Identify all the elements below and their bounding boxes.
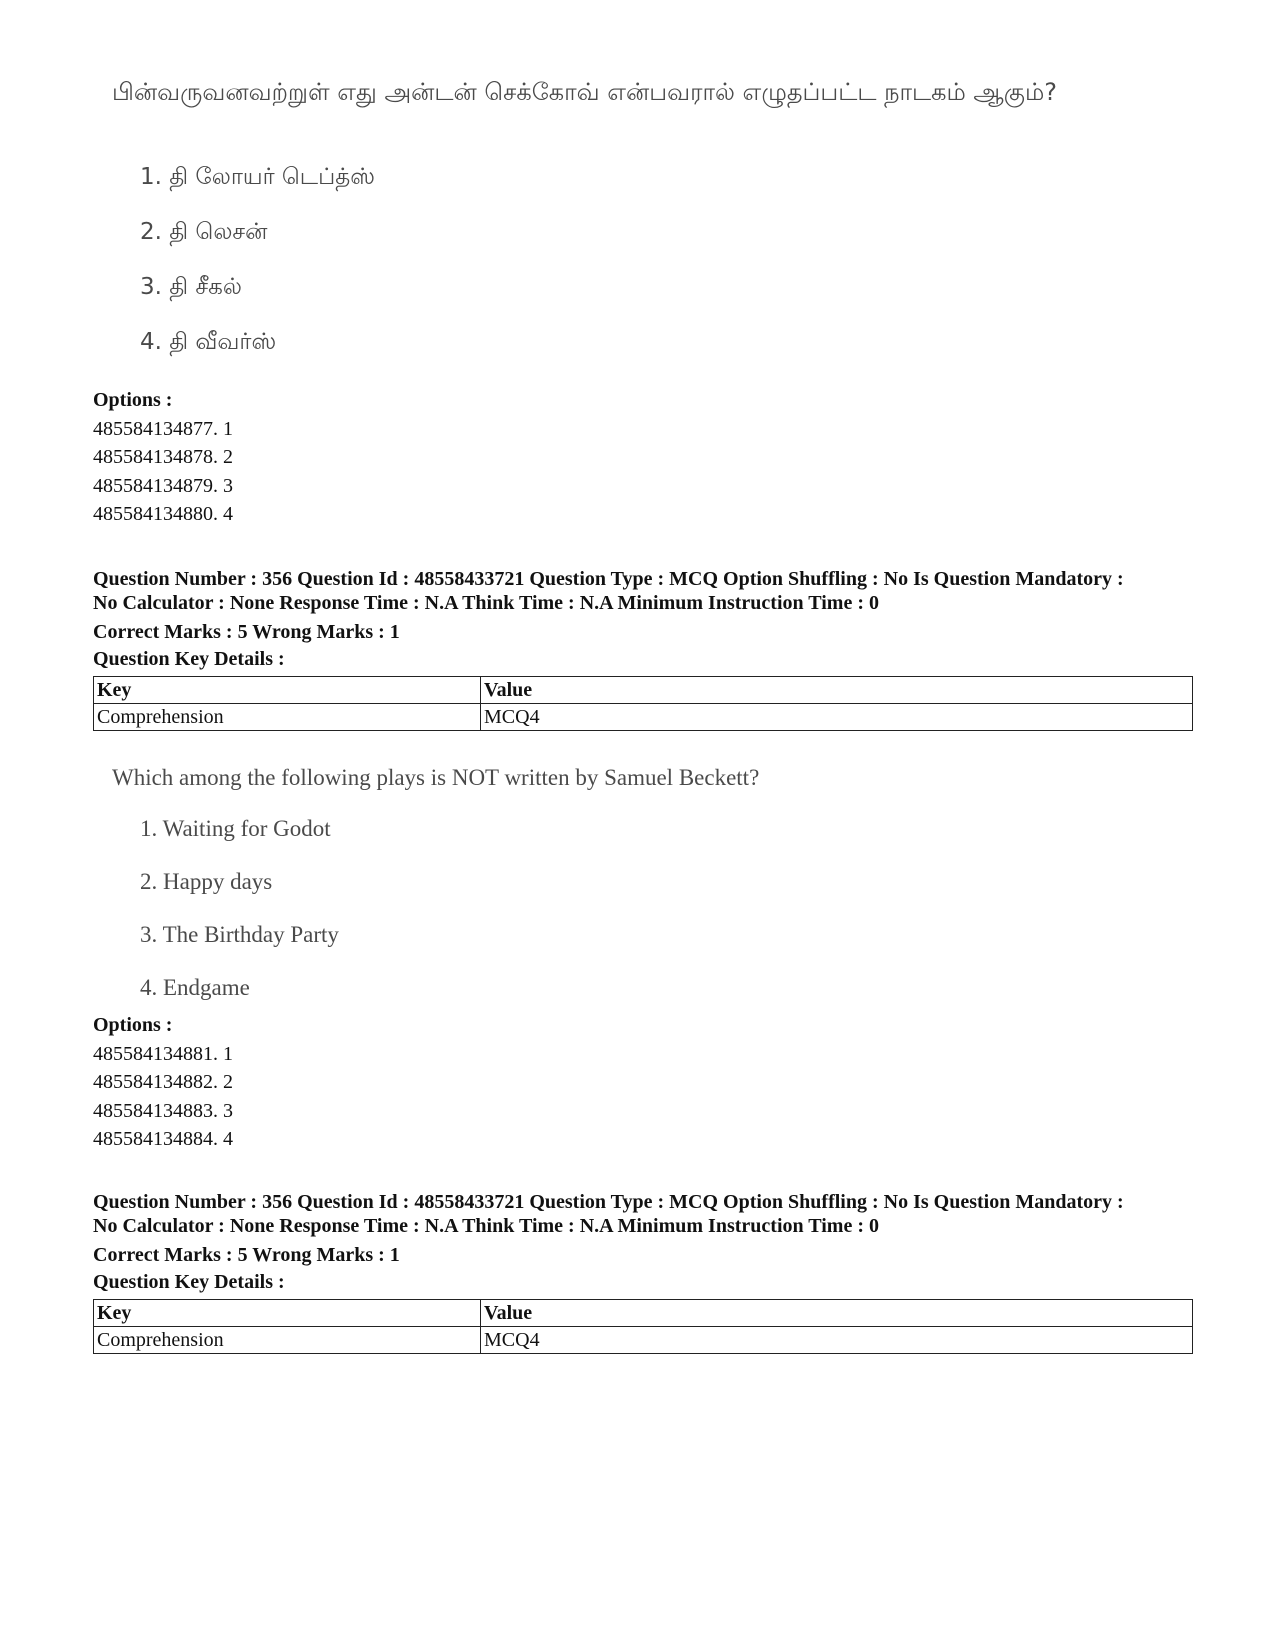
table-header-key: Key <box>94 1300 481 1327</box>
question-1-option-2: 2. தி லெசன் <box>140 219 268 245</box>
question-1-text: பின்வருவனவற்றுள் எது அன்டன் செக்கோவ் என்பவரால் எழுதப்பட்ட நாடகம் ஆகும்? <box>112 78 1058 106</box>
options-header: Options : <box>93 1014 173 1036</box>
key-details-header: Question Key Details : <box>93 648 285 670</box>
question-meta-line-1: Question Number : 356 Question Id : 48558433721 Question Type : MCQ Option Shuffling : No Is Question Mandatory : <box>93 1191 1124 1213</box>
table-row <box>94 1327 1193 1354</box>
question-2-option-3: 3. The Birthday Party <box>140 922 339 947</box>
option-id-line: 485584134881. 1 <box>93 1042 233 1065</box>
table-header-value: Value <box>481 1300 1193 1327</box>
marks-line: Correct Marks : 5 Wrong Marks : 1 <box>93 621 400 643</box>
question-2-option-4: 4. Endgame <box>140 975 250 1000</box>
option-id-line: 485584134880. 4 <box>93 503 233 525</box>
key-details-header: Question Key Details : <box>93 1271 285 1293</box>
question-2-option-1: 1. Waiting for Godot <box>140 816 331 841</box>
table-header-value: Value <box>481 677 1193 704</box>
question-meta-line-2: No Calculator : None Response Time : N.A Think Time : N.A Minimum Instruction Time : 0 <box>93 592 879 614</box>
question-meta-line-1: Question Number : 356 Question Id : 48558433721 Question Type : MCQ Option Shuffling : No Is Question Mandatory : <box>93 568 1124 590</box>
table-header-row <box>94 677 1193 704</box>
question-meta-2 <box>93 1190 1203 1354</box>
option-id-line: 485584134878. 2 <box>93 446 233 468</box>
table-header-key: Key <box>94 677 481 704</box>
key-value-table <box>93 1299 1193 1354</box>
question-1-options-block <box>93 386 233 529</box>
question-2-option-2: 2. Happy days <box>140 869 273 894</box>
question-meta-line-2: No Calculator : None Response Time : N.A Think Time : N.A Minimum Instruction Time : 0 <box>93 1215 879 1237</box>
table-cell-key: Comprehension <box>94 1327 481 1354</box>
marks-line: Correct Marks : 5 Wrong Marks : 1 <box>93 1244 400 1266</box>
question-2-text: Which among the following plays is NOT written by Samuel Beckett? <box>112 765 760 790</box>
option-id-line: 485584134884. 4 <box>93 1128 233 1150</box>
option-id-line: 485584134882. 2 <box>93 1071 233 1093</box>
question-2-image <box>112 763 1112 1000</box>
question-2-options-block <box>93 1011 233 1154</box>
question-1-option-3: 3. தி சீகல் <box>140 274 242 300</box>
table-cell-value: MCQ4 <box>481 704 1193 731</box>
option-id-line: 485584134879. 3 <box>93 474 233 497</box>
table-cell-key: Comprehension <box>94 704 481 731</box>
option-id-line: 485584134877. 1 <box>93 417 233 440</box>
question-1-option-1: 1. தி லோயர் டெப்த்ஸ் <box>140 164 375 190</box>
option-id-line: 485584134883. 3 <box>93 1099 233 1122</box>
question-meta-1 <box>93 567 1203 731</box>
table-cell-value: MCQ4 <box>481 1327 1193 1354</box>
table-row <box>94 704 1193 731</box>
key-value-table <box>93 676 1193 731</box>
question-1-image <box>112 76 1112 355</box>
question-1-option-4: 4. தி வீவர்ஸ் <box>140 329 277 355</box>
options-header: Options : <box>93 389 173 411</box>
table-header-row <box>94 1300 1193 1327</box>
